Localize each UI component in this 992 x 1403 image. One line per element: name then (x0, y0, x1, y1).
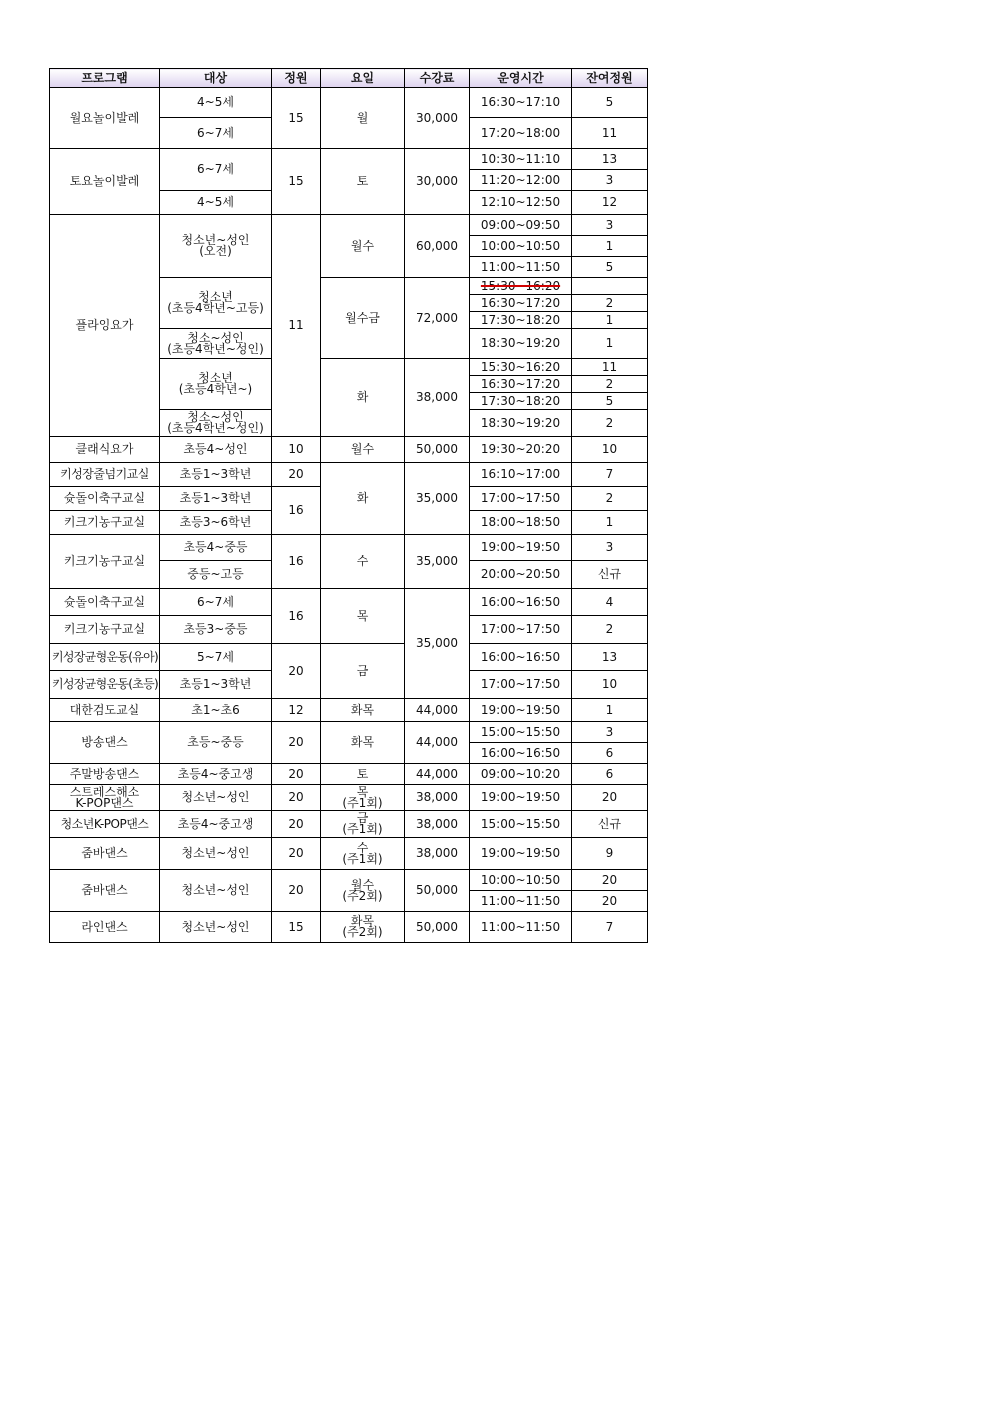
table-row (50, 589, 648, 616)
day-cell: 토 (321, 764, 405, 785)
capacity-cell: 20 (272, 463, 321, 487)
capacity-cell: 12 (272, 699, 321, 722)
time-cell: 10:00~10:50 (470, 236, 572, 257)
program-cell: 줌바댄스 (50, 838, 160, 870)
target-cell: 초등4~중고생 (160, 764, 272, 785)
day-cell: 수 (321, 535, 405, 589)
header-target: 대상 (160, 69, 272, 88)
fee-cell: 44,000 (405, 722, 470, 764)
table-row (50, 870, 648, 891)
remaining-cell: 신규 (572, 561, 648, 589)
time-cell: 19:00~19:50 (470, 838, 572, 870)
capacity-cell: 20 (272, 785, 321, 811)
table-row (50, 535, 648, 561)
target-cell: 초등~중등 (160, 722, 272, 764)
remaining-cell: 13 (572, 149, 648, 170)
target-cell: 초등1~3학년 (160, 487, 272, 511)
table-row (50, 764, 648, 785)
time-cell: 19:00~19:50 (470, 535, 572, 561)
remaining-cell: 4 (572, 589, 648, 616)
fee-cell: 60,000 (405, 215, 470, 278)
remaining-cell: 12 (572, 191, 648, 215)
target-cell: 초등3~중등 (160, 616, 272, 644)
target-cell: 중등~고등 (160, 561, 272, 589)
time-cell: 16:00~16:50 (470, 589, 572, 616)
target-cell: 청소년~성인 (160, 912, 272, 943)
remaining-cell (572, 278, 648, 295)
time-cell: 10:30~11:10 (470, 149, 572, 170)
program-cell: 주말방송댄스 (50, 764, 160, 785)
target-cell: 4~5세 (160, 88, 272, 118)
fee-cell: 35,000 (405, 589, 470, 699)
target-cell: 청소년~성인 (160, 785, 272, 811)
header-remaining: 잔여정원 (572, 69, 648, 88)
remaining-cell: 2 (572, 410, 648, 437)
fee-cell: 44,000 (405, 764, 470, 785)
capacity-cell: 15 (272, 149, 321, 215)
program-cell: 라인댄스 (50, 912, 160, 943)
header-time: 운영시간 (470, 69, 572, 88)
time-cell: 20:00~20:50 (470, 561, 572, 589)
table-row (50, 215, 648, 236)
time-cell: 16:00~16:50 (470, 743, 572, 764)
remaining-cell: 2 (572, 295, 648, 312)
time-cell: 17:20~18:00 (470, 118, 572, 149)
remaining-cell: 6 (572, 764, 648, 785)
program-cell: 클래식요가 (50, 437, 160, 463)
day-cell: 월수 (321, 437, 405, 463)
remaining-cell: 2 (572, 376, 648, 393)
table-row (50, 785, 648, 811)
day-cell: 금 (321, 644, 405, 699)
remaining-cell: 3 (572, 722, 648, 743)
remaining-cell: 7 (572, 912, 648, 943)
time-cell: 16:30~17:10 (470, 88, 572, 118)
fee-cell: 35,000 (405, 535, 470, 589)
fee-cell: 72,000 (405, 278, 470, 359)
remaining-cell: 1 (572, 511, 648, 535)
remaining-cell: 13 (572, 644, 648, 671)
time-cell: 17:30~18:20 (470, 312, 572, 329)
fee-cell: 38,000 (405, 785, 470, 811)
time-cell: 17:00~17:50 (470, 487, 572, 511)
fee-cell: 50,000 (405, 437, 470, 463)
program-cell: 플라잉요가 (50, 215, 160, 437)
time-cell: 15:00~15:50 (470, 722, 572, 743)
time-cell: 15:30~16:20 (470, 359, 572, 376)
program-cell: 키성장균형운동(유아) (50, 644, 160, 671)
time-cell: 17:30~18:20 (470, 393, 572, 410)
day-cell: 목 (주1회) (321, 785, 405, 811)
program-cell: 월요놀이발레 (50, 88, 160, 149)
remaining-cell: 3 (572, 170, 648, 191)
remaining-cell: 5 (572, 393, 648, 410)
time-cell: 11:00~11:50 (470, 912, 572, 943)
table-header-row (50, 69, 648, 88)
fee-cell: 35,000 (405, 463, 470, 535)
remaining-cell: 20 (572, 785, 648, 811)
remaining-cell: 1 (572, 699, 648, 722)
time-cell: 11:00~11:50 (470, 891, 572, 912)
target-cell: 초등3~6학년 (160, 511, 272, 535)
program-cell: 방송댄스 (50, 722, 160, 764)
capacity-cell: 16 (272, 589, 321, 644)
capacity-cell: 16 (272, 487, 321, 535)
target-cell: 청소년 (초등4학년~) (160, 359, 272, 410)
fee-cell: 30,000 (405, 88, 470, 149)
remaining-cell: 1 (572, 329, 648, 359)
time-cell: 09:00~09:50 (470, 215, 572, 236)
program-cell: 키크기농구교실 (50, 535, 160, 589)
remaining-cell: 2 (572, 487, 648, 511)
header-fee: 수강료 (405, 69, 470, 88)
header-program: 프로그램 (50, 69, 160, 88)
time-cell: 19:00~19:50 (470, 699, 572, 722)
program-cell: 키성장줄넘기교실 (50, 463, 160, 487)
day-cell: 수 (주1회) (321, 838, 405, 870)
capacity-cell: 15 (272, 88, 321, 149)
target-cell: 청소~성인 (초등4학년~성인) (160, 410, 272, 437)
capacity-cell: 20 (272, 870, 321, 912)
time-cell: 17:00~17:50 (470, 616, 572, 644)
target-cell: 청소년 (초등4학년~고등) (160, 278, 272, 329)
day-cell: 월수 (주2회) (321, 870, 405, 912)
day-cell: 화목 (321, 722, 405, 764)
day-cell: 토 (321, 149, 405, 215)
time-cell-cancelled: 15:30~16:20 (470, 278, 572, 295)
time-cell: 16:00~16:50 (470, 644, 572, 671)
time-cell: 18:30~19:20 (470, 329, 572, 359)
program-cell: 슛돌이축구교실 (50, 487, 160, 511)
table-row (50, 811, 648, 838)
table-row (50, 463, 648, 487)
time-cell: 18:30~19:20 (470, 410, 572, 437)
remaining-cell: 2 (572, 616, 648, 644)
target-cell: 청소년~성인 (160, 870, 272, 912)
target-cell: 6~7세 (160, 118, 272, 149)
target-cell: 청소년~성인 (오전) (160, 215, 272, 278)
time-cell: 09:00~10:20 (470, 764, 572, 785)
remaining-cell: 6 (572, 743, 648, 764)
table-row (50, 437, 648, 463)
target-cell: 초등4~중고생 (160, 811, 272, 838)
time-cell: 19:30~20:20 (470, 437, 572, 463)
table-row (50, 722, 648, 743)
target-cell: 초등4~성인 (160, 437, 272, 463)
capacity-cell: 16 (272, 535, 321, 589)
program-cell: 키성장균형운동(초등) (50, 671, 160, 699)
remaining-cell: 20 (572, 870, 648, 891)
remaining-cell: 10 (572, 437, 648, 463)
day-cell: 목 (321, 589, 405, 644)
day-cell: 화목 (주2회) (321, 912, 405, 943)
capacity-cell: 20 (272, 838, 321, 870)
program-cell: 줌바댄스 (50, 870, 160, 912)
fee-cell: 50,000 (405, 870, 470, 912)
table-row (50, 88, 648, 118)
target-cell: 초등1~3학년 (160, 463, 272, 487)
target-cell: 청소~성인 (초등4학년~성인) (160, 329, 272, 359)
header-capacity: 정원 (272, 69, 321, 88)
time-cell: 11:00~11:50 (470, 257, 572, 278)
remaining-cell: 11 (572, 359, 648, 376)
capacity-cell: 20 (272, 811, 321, 838)
target-cell: 4~5세 (160, 191, 272, 215)
capacity-cell: 15 (272, 912, 321, 943)
program-cell: 키크기농구교실 (50, 616, 160, 644)
program-schedule-table (49, 68, 648, 943)
time-cell: 10:00~10:50 (470, 870, 572, 891)
day-cell: 금 (주1회) (321, 811, 405, 838)
remaining-cell: 1 (572, 236, 648, 257)
time-cell: 16:30~17:20 (470, 376, 572, 393)
capacity-cell: 11 (272, 215, 321, 437)
remaining-cell: 5 (572, 257, 648, 278)
capacity-cell: 20 (272, 722, 321, 764)
program-cell: 대한검도교실 (50, 699, 160, 722)
day-cell: 화 (321, 463, 405, 535)
fee-cell: 38,000 (405, 838, 470, 870)
target-cell: 5~7세 (160, 644, 272, 671)
remaining-cell: 1 (572, 312, 648, 329)
day-cell: 화 (321, 359, 405, 437)
header-day: 요일 (321, 69, 405, 88)
target-cell: 초등4~중등 (160, 535, 272, 561)
target-cell: 6~7세 (160, 149, 272, 191)
time-cell: 17:00~17:50 (470, 671, 572, 699)
table-row (50, 644, 648, 671)
fee-cell: 30,000 (405, 149, 470, 215)
time-cell: 11:20~12:00 (470, 170, 572, 191)
remaining-cell: 7 (572, 463, 648, 487)
remaining-cell: 11 (572, 118, 648, 149)
program-cell: 토요놀이발레 (50, 149, 160, 215)
program-cell: 슛돌이축구교실 (50, 589, 160, 616)
target-cell: 초등1~3학년 (160, 671, 272, 699)
capacity-cell: 20 (272, 644, 321, 699)
remaining-cell: 3 (572, 215, 648, 236)
remaining-cell: 3 (572, 535, 648, 561)
fee-cell: 44,000 (405, 699, 470, 722)
table-row (50, 912, 648, 943)
time-cell: 12:10~12:50 (470, 191, 572, 215)
time-cell: 18:00~18:50 (470, 511, 572, 535)
target-cell: 초1~초6 (160, 699, 272, 722)
target-cell: 청소년~성인 (160, 838, 272, 870)
time-cell: 19:00~19:50 (470, 785, 572, 811)
program-cell: 스트레스해소 K-POP댄스 (50, 785, 160, 811)
table-row (50, 699, 648, 722)
time-cell: 16:30~17:20 (470, 295, 572, 312)
fee-cell: 50,000 (405, 912, 470, 943)
remaining-cell: 10 (572, 671, 648, 699)
day-cell: 월수 (321, 215, 405, 278)
table-row (50, 149, 648, 170)
fee-cell: 38,000 (405, 811, 470, 838)
remaining-cell: 신규 (572, 811, 648, 838)
remaining-cell: 9 (572, 838, 648, 870)
program-cell: 키크기농구교실 (50, 511, 160, 535)
remaining-cell: 5 (572, 88, 648, 118)
time-cell: 15:00~15:50 (470, 811, 572, 838)
table-row (50, 838, 648, 870)
capacity-cell: 20 (272, 764, 321, 785)
time-cell: 16:10~17:00 (470, 463, 572, 487)
day-cell: 월수금 (321, 278, 405, 359)
fee-cell: 38,000 (405, 359, 470, 437)
target-cell: 6~7세 (160, 589, 272, 616)
day-cell: 화목 (321, 699, 405, 722)
remaining-cell: 20 (572, 891, 648, 912)
program-cell: 청소년K-POP댄스 (50, 811, 160, 838)
capacity-cell: 10 (272, 437, 321, 463)
day-cell: 월 (321, 88, 405, 149)
